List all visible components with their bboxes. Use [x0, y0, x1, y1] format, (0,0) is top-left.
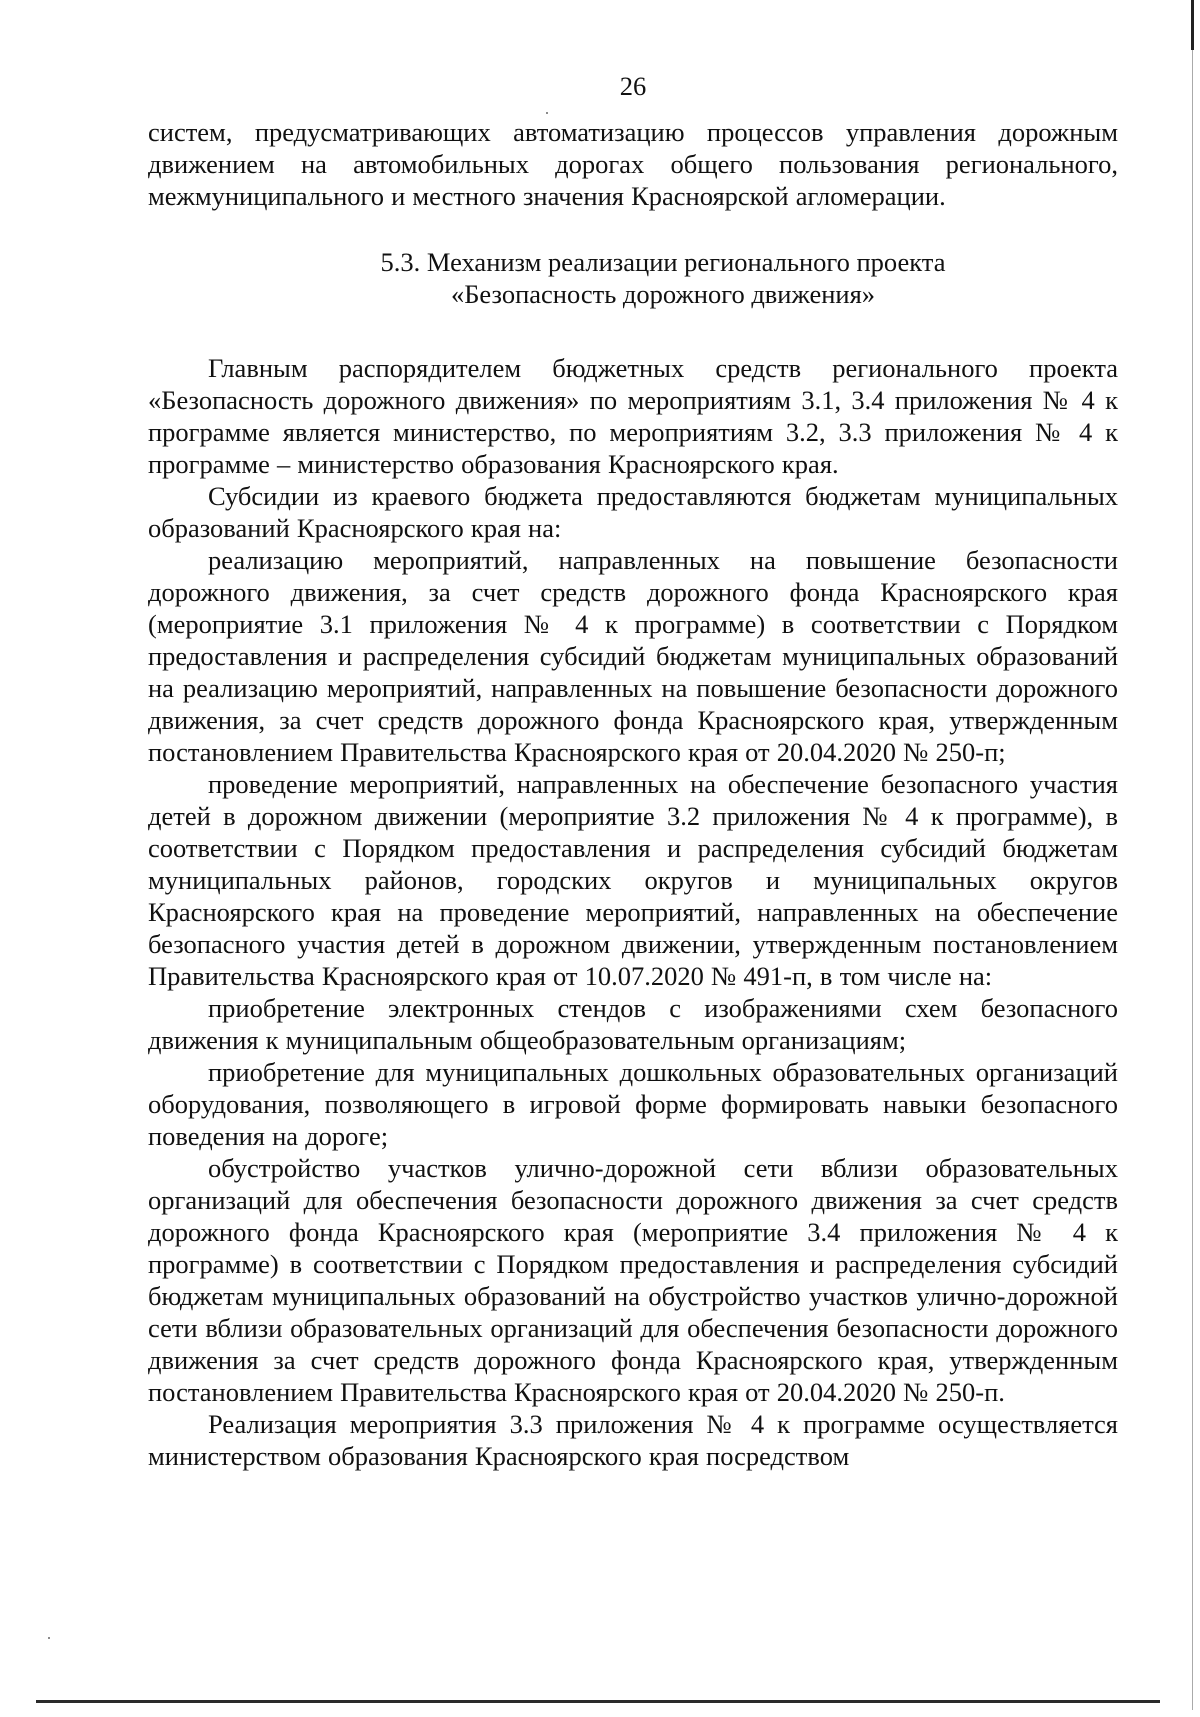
intro-paragraph: систем, предусматривающих автоматизацию процессов управления дорожным движением на автомобильных дорогах общего пользования регионального, межмуниципального и местного значения Красноярской агломерации. — [148, 117, 1118, 211]
scan-bottom-line — [36, 1700, 1160, 1703]
paragraph: Реализация мероприятия 3.3 приложения № 4 к программе осуществляется министерством образования Красноярского края посредством — [148, 1409, 1118, 1471]
scan-edge-line — [1192, 50, 1193, 1710]
section-heading-line-1: 5.3. Механизм реализации регионального проекта — [380, 247, 946, 277]
section-heading-line-2: «Безопасность дорожного движения» — [450, 279, 876, 309]
paragraph: обустройство участков улично-дорожной сети вблизи образовательных организаций для обеспечения безопасности дорожного движения за счет средств дорожного фонда Красноярского края (мероприятие 3.4 приложения № 4 к программе) в соответствии с Порядком предоставления и распределения субсидий бюджетам муниципальных образований на обустройство участков улично-дорожной сети вблизи образовательных организаций для обеспечения безопасности дорожного движения за счет средств дорожного фонда Красноярского края, утвержденным постановлением Правительства Красноярского края от 20.04.2020 № 250-п. — [148, 1153, 1118, 1407]
paragraph: приобретение для муниципальных дошкольных образовательных организаций оборудования, позволяющего в игровой форме формировать навыки безопасного поведения на дороге; — [148, 1057, 1118, 1151]
document-body — [148, 70, 1118, 1472]
paragraph: Главным распорядителем бюджетных средств регионального проекта «Безопасность дорожного движения» по мероприятиям 3.1, 3.4 приложения № 4 к программе является министерство, по мероприятиям 3.2, 3.3 приложения № 4 к программе – министерство образования Красноярского края. — [148, 353, 1118, 479]
paragraph: приобретение электронных стендов с изображениями схем безопасного движения к муниципальным общеобразовательным организациям; — [148, 993, 1118, 1055]
paragraph: Субсидии из краевого бюджета предоставляются бюджетам муниципальных образований Красноярского края на: — [148, 481, 1118, 543]
paragraph: проведение мероприятий, направленных на обеспечение безопасного участия детей в дорожном движении (мероприятие 3.2 приложения № 4 к программе), в соответствии с Порядком предоставления и распределения субсидий бюджетам муниципальных районов, городских округов и муниципальных округов Красноярского края на проведение мероприятий, направленных на обеспечение безопасного участия детей в дорожном движении, утвержденным постановлением Правительства Красноярского края от 10.07.2020 № 491-п, в том числе на: — [148, 769, 1118, 991]
scan-edge-mark — [1191, 0, 1194, 50]
section-heading — [148, 246, 1118, 310]
paragraph: реализацию мероприятий, направленных на повышение безопасности дорожного движения, за счет средств дорожного фонда Красноярского края (мероприятие 3.1 приложения № 4 к программе) в соответствии с Порядком предоставления и распределения субсидий бюджетам муниципальных образований на реализацию мероприятий, направленных на повышение безопасности дорожного движения, за счет средств дорожного фонда Красноярского края, утвержденным постановлением Правительства Красноярского края от 20.04.2020 № 250-п; — [148, 545, 1118, 767]
page-number: 26 — [619, 71, 647, 101]
scan-speck — [48, 1637, 50, 1639]
